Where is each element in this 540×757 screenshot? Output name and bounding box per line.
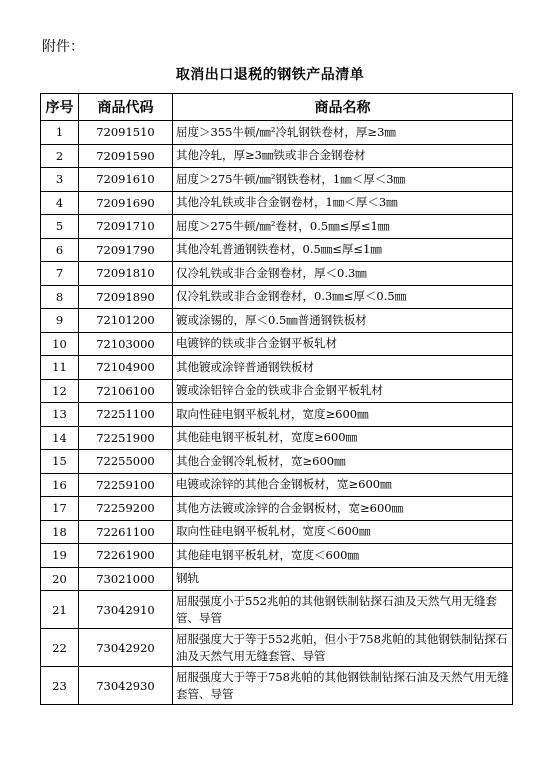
row-name: 镀或涂铝锌合金的铁或非合金钢平板轧材 <box>173 379 513 403</box>
row-code: 72091790 <box>79 238 173 262</box>
row-code: 73042920 <box>79 629 173 667</box>
header-seq: 序号 <box>41 94 79 121</box>
table-row <box>41 144 513 168</box>
table-row <box>41 629 513 667</box>
row-seq: 22 <box>41 629 79 667</box>
table-row <box>41 544 513 568</box>
row-name: 其他硅电钢平板轧材，宽度＜600㎜ <box>173 544 513 568</box>
table-row <box>41 591 513 629</box>
table-row <box>41 567 513 591</box>
row-name: 其他冷轧，厚≥3㎜铁或非合金钢卷材 <box>173 144 513 168</box>
row-code: 72091610 <box>79 168 173 192</box>
row-seq: 15 <box>41 450 79 474</box>
table-row <box>41 450 513 474</box>
table-header-row <box>41 94 513 121</box>
row-name: 取向性硅电钢平板轧材，宽度＜600㎜ <box>173 520 513 544</box>
row-code: 73042930 <box>79 667 173 705</box>
row-code: 72091890 <box>79 285 173 309</box>
row-seq: 12 <box>41 379 79 403</box>
table-row <box>41 403 513 427</box>
row-seq: 9 <box>41 309 79 333</box>
row-code: 72261100 <box>79 520 173 544</box>
row-seq: 7 <box>41 262 79 286</box>
row-name: 屈度＞355牛顿/㎜²冷轧钢铁卷材，厚≥3㎜ <box>173 121 513 145</box>
table-row <box>41 332 513 356</box>
row-name: 钢轨 <box>173 567 513 591</box>
row-code: 72255000 <box>79 450 173 474</box>
row-name: 屈度＞275牛顿/㎜²钢铁卷材，1㎜＜厚＜3㎜ <box>173 168 513 192</box>
table-row <box>41 262 513 286</box>
row-seq: 13 <box>41 403 79 427</box>
table-row <box>41 191 513 215</box>
row-name: 屈服强度大于等于758兆帕的其他钢铁制钻探石油及天然气用无缝套管、导管 <box>173 667 513 705</box>
row-code: 72091690 <box>79 191 173 215</box>
row-name: 取向性硅电钢平板轧材，宽度≥600㎜ <box>173 403 513 427</box>
row-seq: 21 <box>41 591 79 629</box>
header-code: 商品代码 <box>79 94 173 121</box>
row-code: 72101200 <box>79 309 173 333</box>
row-seq: 8 <box>41 285 79 309</box>
row-code: 72261900 <box>79 544 173 568</box>
row-name: 电镀或涂锌的其他合金钢板材，宽≥600㎜ <box>173 473 513 497</box>
row-name: 屈度＞275牛顿/㎜²卷材，0.5㎜≤厚≤1㎜ <box>173 215 513 239</box>
row-seq: 2 <box>41 144 79 168</box>
table-row <box>41 356 513 380</box>
row-name: 电镀锌的铁或非合金钢平板轧材 <box>173 332 513 356</box>
row-seq: 14 <box>41 426 79 450</box>
row-code: 72091510 <box>79 121 173 145</box>
row-code: 72091710 <box>79 215 173 239</box>
row-name: 仅冷轧铁或非合金钢卷材，0.3㎜≤厚＜0.5㎜ <box>173 285 513 309</box>
row-seq: 16 <box>41 473 79 497</box>
row-name: 其他硅电钢平板轧材，宽度≥600㎜ <box>173 426 513 450</box>
row-code: 72259200 <box>79 497 173 521</box>
table-row <box>41 379 513 403</box>
row-code: 72103000 <box>79 332 173 356</box>
row-seq: 4 <box>41 191 79 215</box>
row-seq: 11 <box>41 356 79 380</box>
row-name: 其他冷轧铁或非合金钢卷材，1㎜＜厚＜3㎜ <box>173 191 513 215</box>
row-seq: 19 <box>41 544 79 568</box>
table-row <box>41 426 513 450</box>
table-row <box>41 121 513 145</box>
row-name: 屈服强度大于等于552兆帕，但小于758兆帕的其他钢铁制钻探石油及天然气用无缝套管、导管 <box>173 629 513 667</box>
row-code: 72251900 <box>79 426 173 450</box>
row-seq: 23 <box>41 667 79 705</box>
row-code: 72106100 <box>79 379 173 403</box>
row-seq: 20 <box>41 567 79 591</box>
row-name: 镀或涂锡的，厚＜0.5㎜普通钢铁板材 <box>173 309 513 333</box>
row-name: 其他镀或涂锌普通钢铁板材 <box>173 356 513 380</box>
table-row <box>41 473 513 497</box>
table-row <box>41 497 513 521</box>
header-name: 商品名称 <box>173 94 513 121</box>
row-code: 73042910 <box>79 591 173 629</box>
row-name: 其他合金钢冷轧板材，宽≥600㎜ <box>173 450 513 474</box>
table-row <box>41 168 513 192</box>
table-row <box>41 238 513 262</box>
row-code: 72104900 <box>79 356 173 380</box>
table-row <box>41 285 513 309</box>
row-code: 72091590 <box>79 144 173 168</box>
table-row <box>41 215 513 239</box>
row-seq: 1 <box>41 121 79 145</box>
document-title: 取消出口退税的钢铁产品清单 <box>175 67 365 83</box>
row-seq: 10 <box>41 332 79 356</box>
row-seq: 6 <box>41 238 79 262</box>
row-seq: 17 <box>41 497 79 521</box>
row-seq: 5 <box>41 215 79 239</box>
row-seq: 18 <box>41 520 79 544</box>
row-code: 73021000 <box>79 567 173 591</box>
attachment-label: 附件： <box>42 39 84 55</box>
table-body <box>41 121 513 705</box>
row-name: 其他冷轧普通钢铁卷材，0.5㎜≤厚≤1㎜ <box>173 238 513 262</box>
row-code: 72091810 <box>79 262 173 286</box>
table-row <box>41 667 513 705</box>
table-row <box>41 309 513 333</box>
row-code: 72259100 <box>79 473 173 497</box>
row-code: 72251100 <box>79 403 173 427</box>
row-seq: 3 <box>41 168 79 192</box>
table-row <box>41 520 513 544</box>
row-name: 仅冷轧铁或非合金钢卷材，厚＜0.3㎜ <box>173 262 513 286</box>
row-name: 其他方法镀或涂锌的合金钢板材，宽≥600㎜ <box>173 497 513 521</box>
product-table <box>40 93 513 705</box>
row-name: 屈服强度小于552兆帕的其他钢铁制钻探石油及天然气用无缝套管、导管 <box>173 591 513 629</box>
